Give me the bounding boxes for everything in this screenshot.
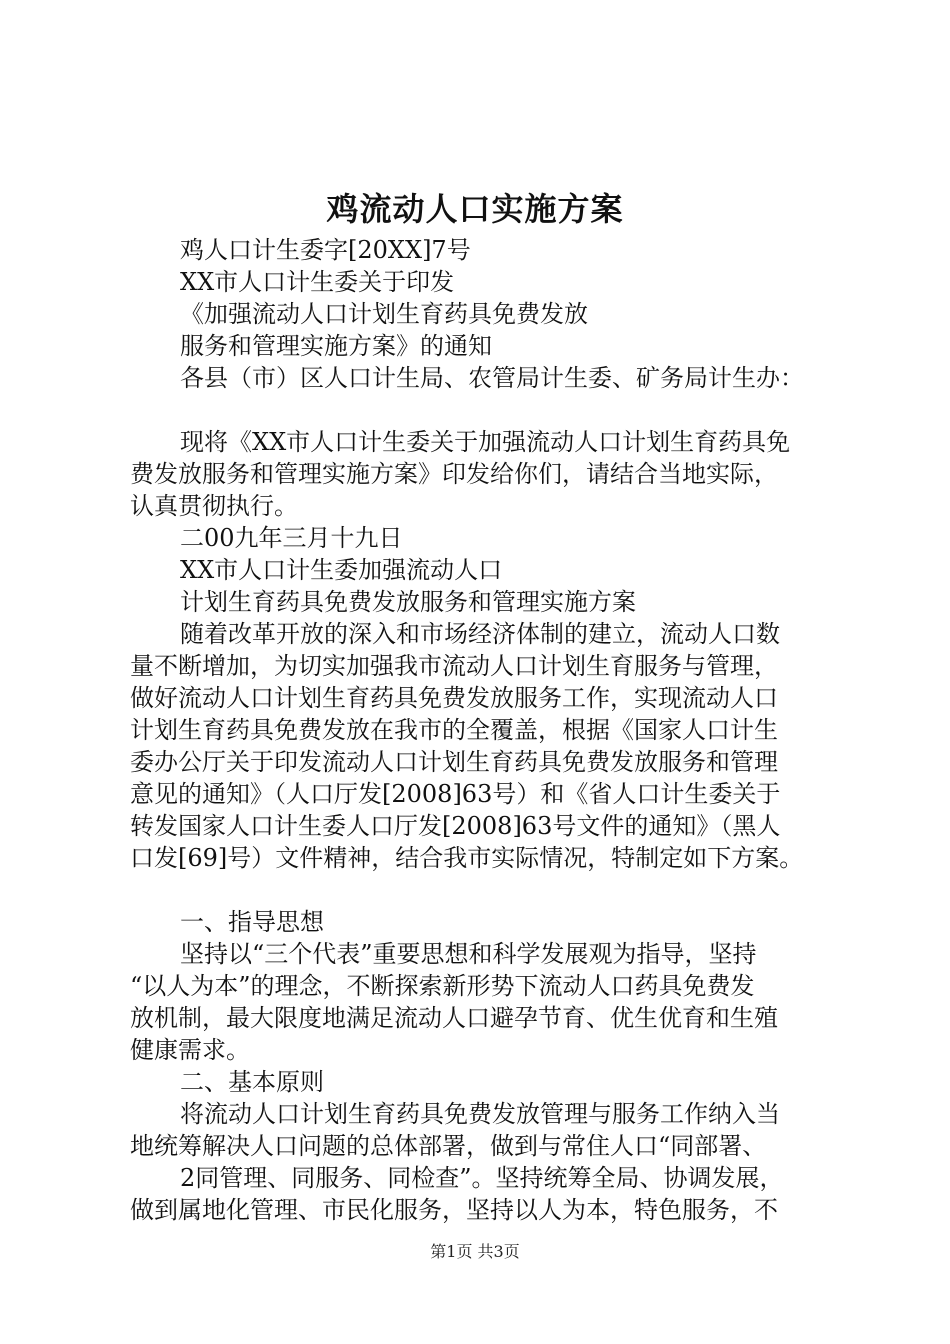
paragraph-line: 量不断增加，为切实加强我市流动人口计划生育服务与管理，: [130, 652, 778, 680]
plan-title-line: 计划生育药具免费发放服务和管理实施方案: [180, 588, 636, 616]
notice-heading-line: XX市人口计生委关于印发: [180, 268, 455, 296]
section-heading: 一、指导思想: [180, 908, 324, 936]
paragraph-line: 费发放服务和管理实施方案》印发给你们，请结合当地实际，: [130, 460, 778, 488]
document-title: 鸡流动人口实施方案: [326, 190, 624, 228]
paragraph-line: 计划生育药具免费发放在我市的全覆盖，根据《国家人口计生: [130, 716, 778, 744]
section-heading: 二、基本原则: [180, 1068, 324, 1096]
paragraph-line: 做好流动人口计划生育药具免费发放服务工作，实现流动人口: [130, 684, 778, 712]
paragraph-line: 口发[69]号）文件精神，结合我市实际情况，特制定如下方案。: [130, 844, 804, 872]
paragraph-line: 坚持以“三个代表”重要思想和科学发展观为指导，坚持: [180, 940, 757, 968]
date-line: 二00九年三月十九日: [180, 524, 403, 552]
paragraph-line: 转发国家人口计生委人口厅发[2008]63号文件的通知》（黑人: [130, 812, 781, 840]
paragraph-line: 认真贯彻执行。: [130, 492, 298, 520]
paragraph-line: 委办公厅关于印发流动人口计划生育药具免费发放服务和管理: [130, 748, 778, 776]
page-number-footer: 第1页 共3页: [430, 1242, 520, 1261]
recipient-line: 各县（市）区人口计生局、农管局计生委、矿务局计生办：: [180, 364, 804, 392]
paragraph-gap: [130, 394, 830, 426]
paragraph-line: 做到属地化管理、市民化服务，坚持以人为本，特色服务，不: [130, 1196, 778, 1224]
notice-heading-line: 服务和管理实施方案》的通知: [180, 332, 492, 360]
paragraph-line: 健康需求。: [130, 1036, 250, 1064]
doc-number-line: 鸡人口计生委字[20XX]7号: [180, 236, 471, 264]
document-body: [130, 234, 830, 1226]
plan-title-line: XX市人口计生委加强流动人口: [180, 556, 503, 584]
paragraph-line: 放机制，最大限度地满足流动人口避孕节育、优生优育和生殖: [130, 1004, 778, 1032]
paragraph-line: 将流动人口计划生育药具免费发放管理与服务工作纳入当: [180, 1100, 780, 1128]
paragraph-line: 随着改革开放的深入和市场经济体制的建立，流动人口数: [180, 620, 780, 648]
paragraph-line: 2同管理、同服务、同检查”。坚持统筹全局、协调发展，: [180, 1164, 784, 1192]
paragraph-line: 地统筹解决人口问题的总体部署，做到与常住人口“同部署、: [130, 1132, 767, 1160]
notice-heading-line: 《加强流动人口计划生育药具免费发放: [180, 300, 588, 328]
paragraph-line: 现将《XX市人口计生委关于加强流动人口计划生育药具免: [180, 428, 791, 456]
paragraph-line: “以人为本”的理念，不断探索新形势下流动人口药具免费发: [130, 972, 755, 1000]
paragraph-gap: [130, 874, 830, 906]
paragraph-line: 意见的通知》（人口厅发[2008]63号）和《省人口计生委关于: [130, 780, 781, 808]
